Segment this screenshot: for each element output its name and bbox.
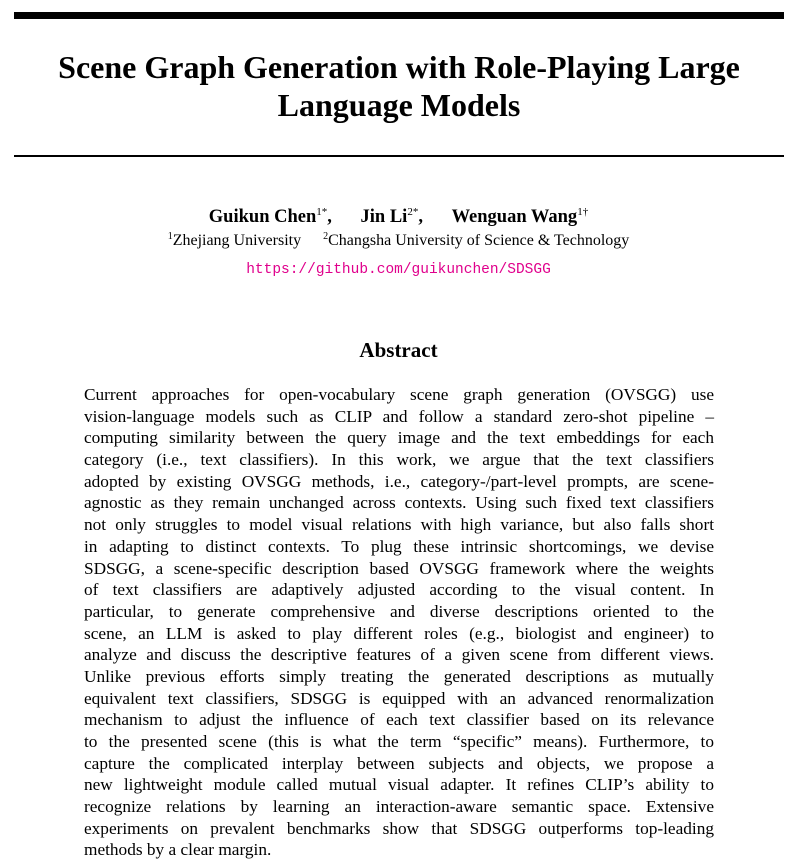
abstract-heading: Abstract (359, 338, 438, 362)
author-name: Wenguan Wang (451, 207, 578, 227)
abstract-line: capture the complicated interplay between subjects and objects, we propose a (84, 753, 714, 773)
affiliation-name: Zhejiang University (172, 232, 302, 249)
abstract-line: equivalent text classifiers, SDSGG is equipped with an advanced renormalization (84, 688, 714, 708)
affiliation-mark: 2 (323, 231, 329, 242)
title-bottom-rule (14, 155, 784, 157)
abstract-line: category (i.e., text classifiers). In this work, we argue that the text classifiers (84, 450, 714, 470)
author-list (0, 206, 797, 228)
author-2: Jin $Li^{2*}$, (360, 206, 423, 227)
abstract-line: analyze and discuss the descriptive features of a given scene from different views. (84, 645, 714, 665)
abstract-line: mechanism to adjust the influence of each text classifier based on its relevance (84, 710, 714, 730)
abstract-line: Current approaches for open-vocabulary scene graph generation (OVSGG) use (84, 385, 714, 404)
author-1: Guikun Chen$^{1*}$, (208, 206, 332, 227)
affiliation-2 (323, 231, 629, 251)
title-line-1: Scene Graph Generation with Role-Playing Large (58, 49, 740, 85)
abstract-line: to the presented scene (this is what the term “specific” means). Furthermore, to (84, 732, 714, 751)
affiliation-1 (168, 231, 301, 251)
code-link[interactable]: https://github.com/guikunchen/SDSGG (246, 262, 551, 278)
author-3 (452, 206, 589, 228)
abstract-line: not only struggles to model visual relations with high variance, but also falls short (84, 515, 714, 535)
abstract-line: experiments on prevalent benchmarks show that SDSGG outperforms top-leading (84, 818, 714, 838)
abstract-line: recognize relations by learning an interaction-aware semantic space. Extensive (84, 797, 714, 817)
abstract-line: methods by a clear margin. (84, 840, 272, 860)
author-mark: 2* (407, 206, 419, 218)
author-mark: 1† (577, 206, 589, 218)
abstract-line: computing similarity between the query image and the text embeddings for each (84, 428, 714, 448)
abstract-body (84, 384, 714, 861)
abstract-line: scene, an LLM is asked to play different roles (e.g., biologist and engineer) to (84, 623, 714, 643)
affiliation-list (0, 231, 797, 251)
abstract-line: adopted by existing OVSGG methods, i.e., category-/part-level prompts, are scene- (84, 471, 714, 491)
author-name: Guikun Chen (208, 207, 317, 227)
top-rule (14, 12, 784, 19)
abstract-line: vision-language models such as CLIP and follow a standard zero-shot pipeline – (84, 406, 714, 426)
abstract-line: particular, to generate comprehensive and diverse descriptions oriented to the (84, 601, 714, 621)
affiliation-name: Changsha University of Science & Technology (328, 232, 630, 249)
title-line-2: Language Models (277, 87, 521, 123)
author-name: Jin Li (360, 207, 408, 227)
abstract-line: of text classifiers are adaptively adjusted according to the visual content. In (84, 580, 714, 600)
abstract-line: in adapting to distinct contexts. To plug these intrinsic shortcomings, we devise (84, 536, 714, 556)
author-mark: 1* (316, 206, 328, 218)
abstract-line: SDSGG, a scene-specific description based OVSGG framework where the weights (84, 558, 714, 578)
abstract-line: agnostic as they remain unchanged across contexts. Using such fixed text classifiers (84, 493, 714, 513)
affiliation-mark: 1 (167, 231, 173, 242)
abstract-line: new lightweight module called mutual visual adapter. It refines CLIP’s ability to (84, 775, 714, 795)
abstract-line: Unlike previous efforts simply treating the generated descriptions as mutually (84, 666, 714, 686)
paper-title (14, 48, 784, 124)
